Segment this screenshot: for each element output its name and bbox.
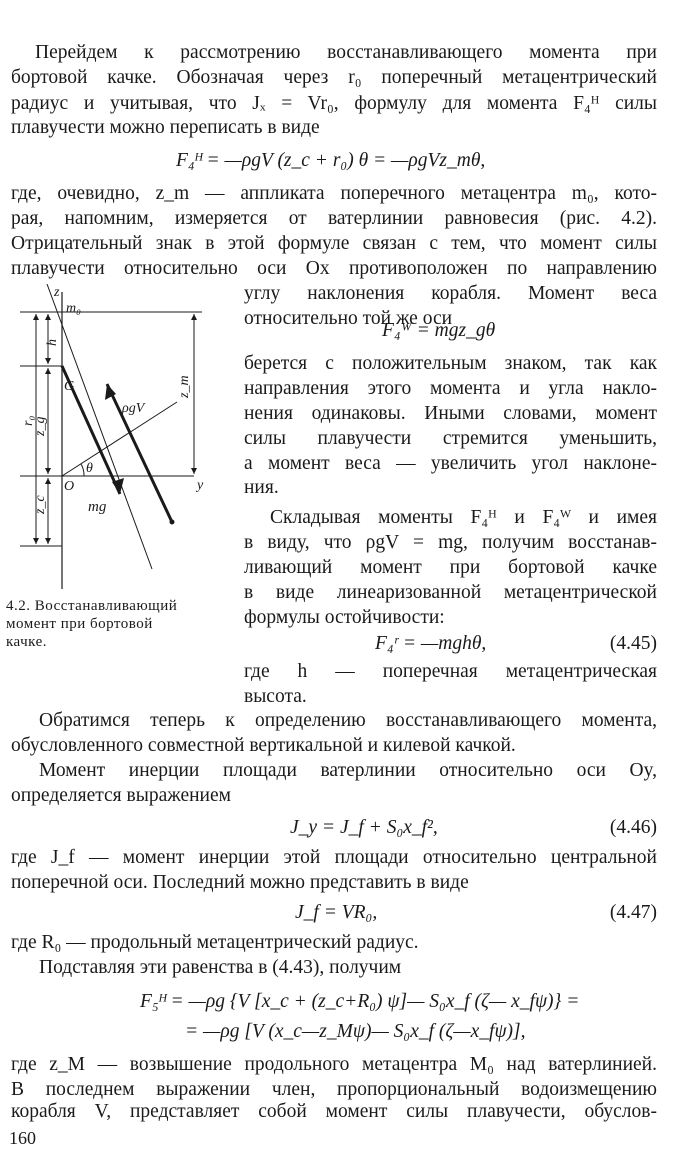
- figure-label: y: [197, 478, 204, 493]
- text-line: относительно той же оси: [244, 308, 453, 329]
- text-line: Отрицательный знак в этой формуле связан с тем, что момент силы: [11, 233, 657, 254]
- equation-number: (4.47): [609, 902, 657, 923]
- text-line: Складывая моменты F₄ᴴ и F₄ᵂ и имея: [270, 507, 657, 528]
- equation: F₅ᴴ = —ρg {V [x_c + (z_c+R₀) ψ]— S₀x_f (ζ— x_fψ)} =: [140, 991, 580, 1012]
- figure-label: ρgV: [122, 401, 145, 416]
- equation-number: (4.45): [609, 633, 657, 654]
- text-line: формулы остойчивости:: [244, 607, 445, 628]
- page-number: 160: [9, 1128, 36, 1148]
- equation: J_y = J_f + S₀x_f²,: [290, 817, 438, 838]
- text-line: бортовой качке. Обозначая через r₀ поперечный метацентрический: [11, 67, 657, 88]
- figure-label: z_g: [33, 416, 48, 436]
- text-line: направления этого момента и угла накло-: [244, 378, 657, 399]
- text-line: где h — поперечная метацентрическая: [244, 661, 657, 682]
- figure-label: mg: [88, 499, 107, 515]
- figure-caption: момент при бортовой: [6, 616, 153, 632]
- text-line: нения одинаковы. Иными словами, момент: [244, 403, 657, 424]
- equation: F₄ᴴ = —ρgV (z_c + r₀) θ = —ρgVz_mθ,: [176, 150, 486, 171]
- equation: J_f = VR₀,: [295, 902, 378, 923]
- text-line: где z_M — возвышение продольного метацентра M₀ над ватерлинией.: [11, 1054, 657, 1075]
- text-line: высота.: [244, 686, 307, 707]
- equation-number: (4.46): [609, 817, 657, 838]
- figure-label: z_c: [33, 495, 48, 514]
- text-line: В последнем выражении член, пропорциональный водоизмещению: [11, 1079, 657, 1100]
- figure-4-2: [12, 284, 237, 594]
- text-line: Обратимся теперь к определению восстанавливающего момента,: [39, 710, 657, 731]
- text-line: обусловленного совместной вертикальной и килевой качкой.: [11, 735, 516, 756]
- equation: F₄ʳ = —mghθ,: [375, 633, 487, 654]
- figure-label: z: [54, 285, 60, 300]
- figure-label: O: [64, 479, 75, 494]
- text-line: а момент веса — увеличить угол наклоне-: [244, 453, 657, 474]
- text-line: плавучести относительно оси Ox противоположен по направлению: [11, 258, 657, 279]
- text-line: ливающий момент при бортовой качке: [244, 557, 657, 578]
- text-line: где J_f — момент инерции этой площади относительно центральной: [11, 847, 657, 868]
- text-line: плавучести можно переписать в виде: [11, 117, 320, 138]
- figure-label: G: [64, 379, 75, 394]
- text-line: в виду, что ρgV = mg, получим восстанав-: [244, 532, 657, 553]
- text-line: углу наклонения корабля. Момент веса: [244, 283, 657, 304]
- figure-label: θ: [86, 461, 93, 476]
- text-line: Перейдем к рассмотрению восстанавливающего момента при: [35, 42, 657, 63]
- text-line: где, очевидно, z_m — аппликата поперечного метацентра m₀, кото-: [11, 183, 657, 204]
- equation: = —ρg [V (x_c—z_Mψ)— S₀x_f (ζ—x_fψ)],: [185, 1021, 526, 1042]
- text-line: силы плавучести стремится уменьшить,: [244, 428, 657, 449]
- text-line: где R₀ — продольный метацентрический радиус.: [11, 932, 419, 953]
- text-line: корабля V, представляет собой момент силы плавучести, обуслов-: [11, 1101, 657, 1122]
- figure-label: m₀: [66, 301, 81, 316]
- text-line: Подставляя эти равенства в (4.43), получим: [39, 957, 402, 978]
- figure-label: h: [45, 339, 60, 346]
- text-line: берется с положительным знаком, так как: [244, 353, 657, 374]
- figure-label: z_m: [177, 375, 192, 398]
- text-line: радиус и учитывая, что Jₓ = Vr₀, формулу для момента F₄ᴴ силы: [11, 93, 657, 114]
- figure-label: r₀: [21, 415, 36, 426]
- text-line: определяется выражением: [11, 785, 231, 806]
- text-line: рая, напомним, измеряется от ватерлинии равновесия (рис. 4.2).: [11, 208, 657, 229]
- figure-caption: качке.: [6, 634, 47, 650]
- figure-caption: 4.2. Восстанавливающий: [6, 598, 178, 614]
- text-line: Момент инерции площади ватерлинии относительно оси Oy,: [39, 760, 657, 781]
- text-line: в виде линеаризованной метацентрической: [244, 582, 657, 603]
- equation: F₄ᵂ = mgz_gθ: [382, 320, 496, 341]
- text-line: поперечной оси. Последний можно представить в виде: [11, 872, 469, 893]
- text-line: ния.: [244, 477, 279, 498]
